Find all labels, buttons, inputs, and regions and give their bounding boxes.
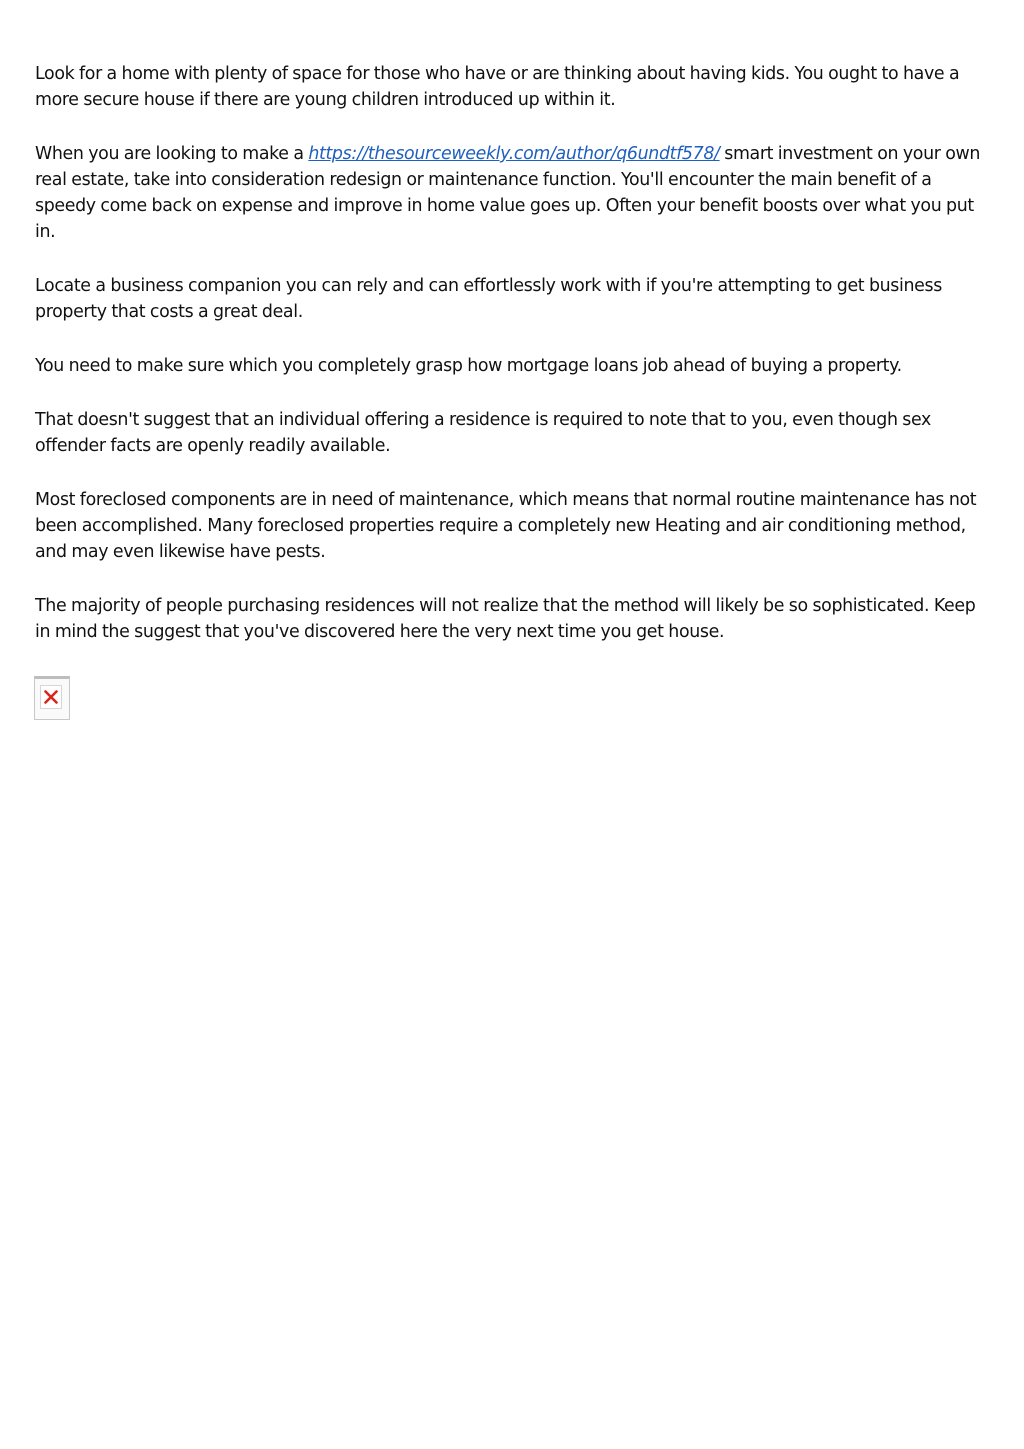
paragraph-text-after-link: smart investment on your own real estate, take into consideration redesign or maintenance function. You'll encounter the main benefit of a speedy come back on expense and improve in home value goes up. Often your benefit boosts over what you put in. — [35, 144, 981, 242]
paragraph-purchasing-residences: The majority of people purchasing residences will not realize that the method will likely be so sophisticated. Keep in mind the suggest that you've discovered here the very next time you get house. — [35, 596, 976, 642]
broken-image-frame — [40, 685, 62, 709]
paragraph-sex-offender-facts: That doesn't suggest that an individual offering a residence is required to note that to you, even though sex offender facts are openly readily available. — [35, 410, 932, 456]
paragraph-space-for-kids: Look for a home with plenty of space for those who have or are thinking about having kids. You ought to have a more secure house if there are young children introduced up within it. — [35, 64, 960, 110]
paragraph-mortgage-loans: You need to make sure which you completely grasp how mortgage loans job ahead of buying a property. — [35, 356, 902, 376]
paragraph-smart-investment — [35, 141, 985, 245]
broken-image-icon — [44, 690, 58, 704]
paragraph-text-before-link: When you are looking to make a — [35, 144, 309, 164]
author-link[interactable]: https://thesourceweekly.com/author/q6undtf578/ — [308, 144, 720, 164]
broken-image-placeholder — [34, 676, 70, 720]
paragraph-foreclosed-properties: Most foreclosed components are in need of maintenance, which means that normal routine maintenance has not been accomplished. Many foreclosed properties require a completely new Heating and air conditioning method, and may even likewise have pests. — [35, 490, 977, 562]
paragraph-business-companion: Locate a business companion you can rely and can effortlessly work with if you're attempting to get business property that costs a great deal. — [35, 276, 942, 322]
document-body — [35, 61, 985, 673]
